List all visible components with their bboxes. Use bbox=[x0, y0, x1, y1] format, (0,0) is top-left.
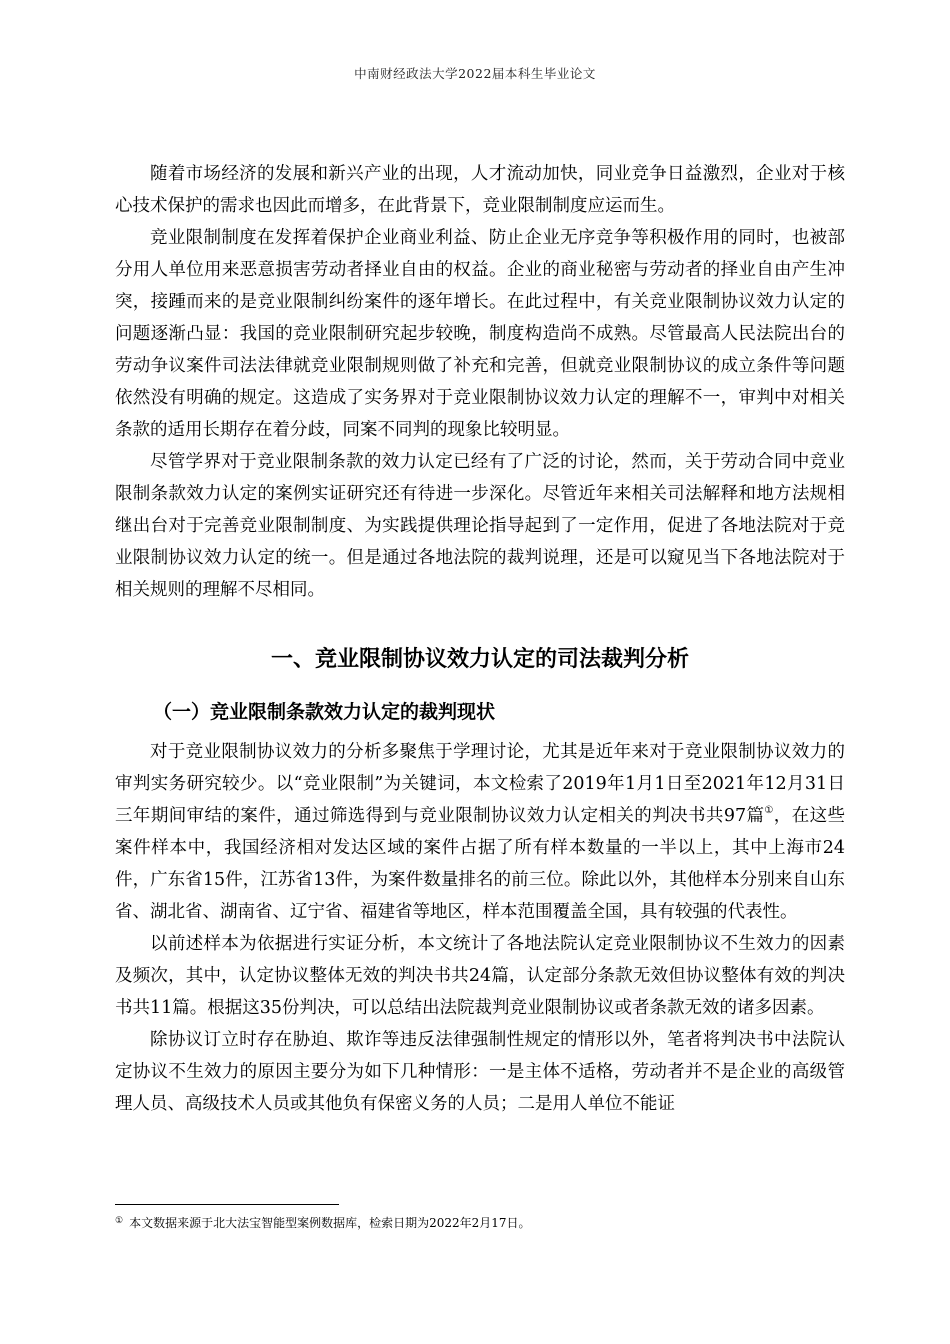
section-heading: 一、竞业限制协议效力认定的司法裁判分析 bbox=[270, 647, 689, 672]
paragraph-intro-3: 尽管学界对于竞业限制条款的效力认定已经有了广泛的讨论，然而，关于劳动合同中竞业限制条款效力认定的案例实证研究还有待进一步深化。尽管近年来相关司法解释和地方法规相继出台对于完善竞业限制制度、为实践提供理论指导起到了一定作用，促进了各地法院对于竞业限制协议效力认定的统一。但是通过各地法院的裁判说理，还是可以窥见当下各地法院对于相关规则的理解不尽相同。 bbox=[115, 452, 845, 600]
footnote-separator bbox=[115, 1204, 339, 1205]
paragraph-intro-1: 随着市场经济的发展和新兴产业的出现，人才流动加快，同业竞争日益激烈，企业对于核心技术保护的需求也因此而增多，在此背景下，竞业限制制度应运而生。 bbox=[115, 164, 845, 216]
subsection-heading: （一）竞业限制条款效力认定的裁判现状 bbox=[153, 701, 496, 723]
footnote bbox=[115, 1212, 845, 1232]
document-body bbox=[115, 158, 845, 1120]
footnote-mark: ① bbox=[115, 1216, 124, 1226]
paragraph-intro-2: 竞业限制制度在发挥着保护企业商业利益、防止企业无序竞争等积极作用的同时，也被部分用人单位用来恶意损害劳动者择业自由的权益。企业的商业秘密与劳动者的择业自由产生冲突，接踵而来的是竞业限制纠纷案件的逐年增长。在此过程中，有关竞业限制协议效力认定的问题逐渐凸显：我国的竞业限制研究起步较晚，制度构造尚不成熟。尽管最高人民法院出台的劳动争议案件司法法律就竞业限制规则做了补充和完善，但就竞业限制协议的成立条件等问题依然没有明确的规定。这造成了实务界对于竞业限制协议效力认定的理解不一，审判中对相关条款的适用长期存在着分歧，同案不同判的现象比较明显。 bbox=[115, 228, 845, 440]
paragraph-4 bbox=[115, 736, 845, 928]
footnote-text: 本文数据来源于北大法宝智能型案例数据库，检索日期为2022年2月17日。 bbox=[129, 1216, 531, 1230]
paragraph-4-part-2: ，在这些案件样本中，我国经济相对发达区域的案件占据了所有样本数量的一半以上，其中上海市24件，广东省15件，江苏省13件，为案件数量排名的前三位。除此以外，其他样本分别来自山东省、湖北省、湖南省、辽宁省、福建省等地区，样本范围覆盖全国，具有较强的代表性。 bbox=[115, 806, 846, 922]
footnote-reference[interactable]: ① bbox=[764, 805, 774, 816]
page-header: 中南财经政法大学2022届本科生毕业论文 bbox=[354, 66, 596, 81]
paragraph-4-part-1: 对于竞业限制协议效力的分析多聚焦于学理讨论，尤其是近年来对于竞业限制协议效力的审判实务研究较少。以“竞业限制”为关键词，本文检索了2019年1月1日至2021年12月31日三年期间审结的案件，通过筛选得到与竞业限制协议效力认定相关的判决书共97篇 bbox=[115, 742, 845, 826]
paragraph-5: 以前述样本为依据进行实证分析，本文统计了各地法院认定竞业限制协议不生效力的因素及频次，其中，认定协议整体无效的判决书共24篇，认定部分条款无效但协议整体有效的判决书共11篇。根据这35份判决，可以总结出法院裁判竞业限制协议或者条款无效的诸多因素。 bbox=[115, 934, 845, 1018]
paragraph-6: 除协议订立时存在胁迫、欺诈等违反法律强制性规定的情形以外，笔者将判决书中法院认定协议不生效力的原因主要分为如下几种情形：一是主体不适格，劳动者并不是企业的高级管理人员、高级技术人员或其他负有保密义务的人员；二是用人单位不能证 bbox=[115, 1030, 845, 1114]
